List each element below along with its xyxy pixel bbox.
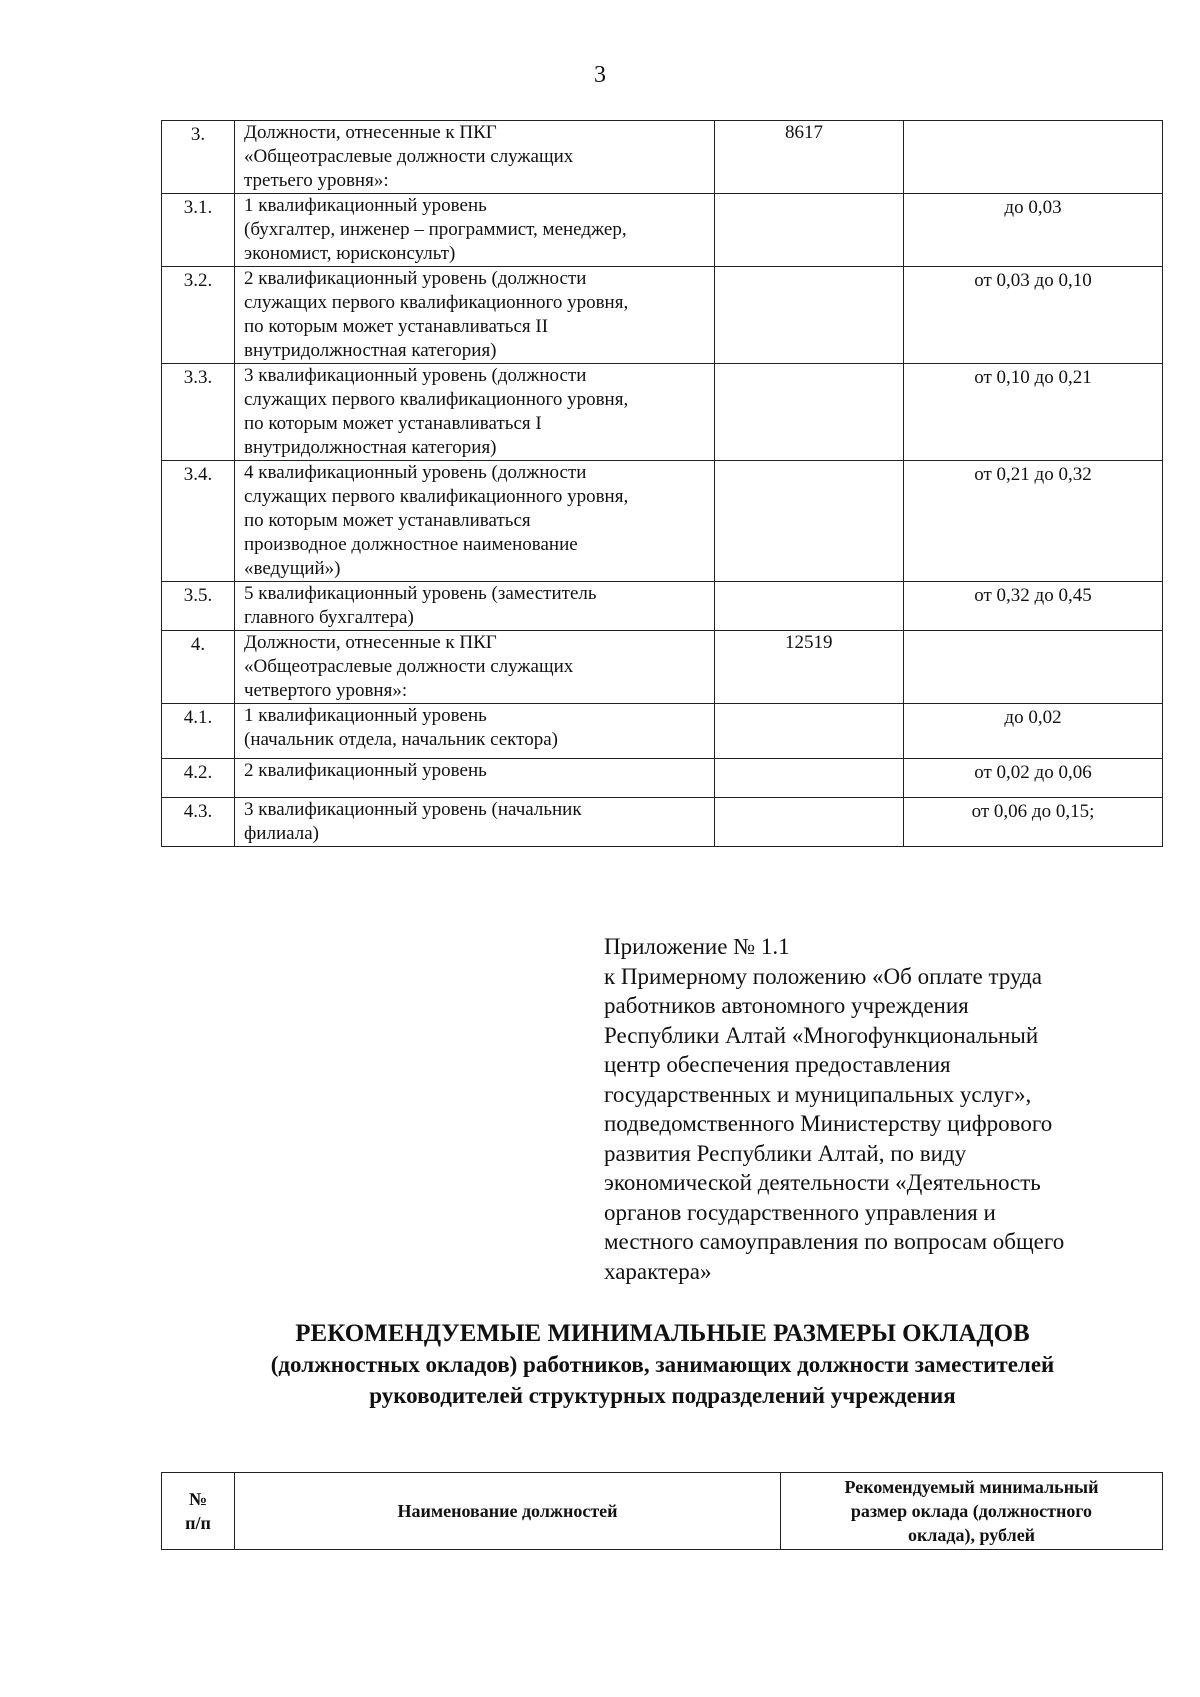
- table-row: [162, 798, 1163, 847]
- position-name-line: служащих первого квалификационного уровня,: [244, 486, 629, 507]
- position-name-line: 2 квалификационный уровень: [244, 760, 487, 781]
- appendix-line: экономической деятельности «Деятельность: [604, 1170, 1041, 1195]
- coefficient: от 0,02 до 0,06: [904, 759, 1163, 798]
- table-row: [162, 194, 1163, 267]
- position-name-line: по которым может устанавливаться II: [244, 316, 549, 337]
- table-header-row: [162, 1473, 1163, 1550]
- row-number: 3.1.: [162, 194, 235, 267]
- position-name-line: по которым может устанавливаться I: [244, 413, 542, 434]
- position-name: [235, 582, 715, 631]
- appendix-line: характера»: [604, 1258, 712, 1284]
- base-salary: [715, 582, 904, 631]
- position-name-line: филиала): [244, 823, 319, 844]
- table-row: [162, 704, 1163, 759]
- table-row: [162, 121, 1163, 194]
- position-name-line: 3 квалификационный уровень (начальник: [244, 799, 582, 820]
- base-salary: [715, 194, 904, 267]
- position-name: [235, 631, 715, 704]
- appendix-line: центр обеспечения предоставления: [604, 1052, 951, 1077]
- base-salary: [715, 759, 904, 798]
- coefficient: от 0,32 до 0,45: [904, 582, 1163, 631]
- position-name: [235, 759, 715, 798]
- page-number: 3: [594, 62, 606, 88]
- position-name-line: Должности, отнесенные к ПКГ: [244, 122, 497, 143]
- position-name-line: 5 квалификационный уровень (заместитель: [244, 583, 597, 604]
- appendix-line: работников автономного учреждения: [604, 993, 969, 1018]
- row-number: 4.2.: [162, 759, 235, 798]
- position-name-line: внутридолжностная категория): [244, 340, 497, 361]
- header-name: Наименование должностей: [235, 1473, 781, 1550]
- row-number: 4.: [162, 631, 235, 704]
- coefficient: до 0,03: [904, 194, 1163, 267]
- position-name-line: 4 квалификационный уровень (должности: [244, 462, 587, 483]
- coefficient: [904, 631, 1163, 704]
- position-name-line: (бухгалтер, инженер – программист, менеджер,: [244, 219, 627, 240]
- position-name-line: (начальник отдела, начальник сектора): [244, 729, 558, 750]
- header-num-line: п/п: [185, 1513, 211, 1533]
- position-name: [235, 704, 715, 759]
- position-name: [235, 267, 715, 364]
- position-name-line: 1 квалификационный уровень: [244, 705, 487, 726]
- header-salary: [781, 1473, 1163, 1550]
- position-name-line: третьего уровня»:: [244, 170, 389, 191]
- row-number: 3.5.: [162, 582, 235, 631]
- coefficient: до 0,02: [904, 704, 1163, 759]
- salary-coefficient-table: [161, 120, 1163, 847]
- position-name-line: главного бухгалтера): [244, 607, 414, 628]
- appendix-line: Приложение № 1.1: [604, 934, 790, 959]
- appendix-line: Республики Алтай «Многофункциональный: [604, 1022, 1039, 1048]
- row-number: 3.: [162, 121, 235, 194]
- appendix-line: к Примерному положению «Об оплате труда: [604, 963, 1042, 989]
- appendix-line: местного самоуправления по вопросам общего: [604, 1229, 1065, 1254]
- header-salary-line: Рекомендуемый минимальный: [844, 1477, 1099, 1497]
- position-name: [235, 364, 715, 461]
- title-line-3: руководителей структурных подразделений учреждения: [369, 1383, 956, 1408]
- row-number: 3.4.: [162, 461, 235, 582]
- minimum-salary-table: [161, 1472, 1163, 1550]
- appendix-line: развития Республики Алтай, по виду: [604, 1140, 967, 1166]
- coefficient: от 0,10 до 0,21: [904, 364, 1163, 461]
- appendix-line: подведомственного Министерству цифрового: [604, 1111, 1053, 1136]
- table-row: [162, 631, 1163, 704]
- position-name-line: «Общеотраслевые должности служащих: [244, 146, 574, 167]
- appendix-note: [604, 932, 1164, 1286]
- base-salary: [715, 704, 904, 759]
- row-number: 4.1.: [162, 704, 235, 759]
- header-salary-line: оклада), рублей: [907, 1525, 1036, 1545]
- position-name-line: 1 квалификационный уровень: [244, 195, 487, 216]
- position-name-line: 2 квалификационный уровень (должности: [244, 268, 587, 289]
- position-name-line: четвертого уровня»:: [244, 680, 408, 701]
- position-name-line: «ведущий»): [244, 558, 341, 579]
- base-salary: [715, 798, 904, 847]
- position-name-line: «Общеотраслевые должности служащих: [244, 656, 574, 677]
- coefficient: [904, 121, 1163, 194]
- title-line-2: (должностных окладов) работников, занимающих должности заместителей: [270, 1352, 1055, 1377]
- table-row: [162, 759, 1163, 798]
- position-name: [235, 461, 715, 582]
- table-row: [162, 461, 1163, 582]
- header-salary-line: размер оклада (должностного: [850, 1501, 1093, 1521]
- header-num-line: №: [188, 1489, 208, 1509]
- coefficient: от 0,21 до 0,32: [904, 461, 1163, 582]
- table-row: [162, 267, 1163, 364]
- appendix-line: государственных и муниципальных услуг»,: [604, 1081, 1032, 1107]
- row-number: 3.3.: [162, 364, 235, 461]
- row-number: 4.3.: [162, 798, 235, 847]
- position-name: [235, 798, 715, 847]
- table-row: [162, 582, 1163, 631]
- position-name-line: экономист, юрисконсульт): [244, 243, 456, 264]
- coefficient: от 0,06 до 0,15;: [904, 798, 1163, 847]
- header-num: [162, 1473, 235, 1550]
- title-line-1: РЕКОМЕНДУЕМЫЕ МИНИМАЛЬНЫЕ РАЗМЕРЫ ОКЛАДОВ: [295, 1320, 1030, 1347]
- position-name: [235, 194, 715, 267]
- position-name-line: служащих первого квалификационного уровня,: [244, 389, 629, 410]
- row-number: 3.2.: [162, 267, 235, 364]
- table-row: [162, 364, 1163, 461]
- position-name-line: служащих первого квалификационного уровня,: [244, 292, 629, 313]
- appendix-line: органов государственного управления и: [604, 1199, 996, 1225]
- position-name-line: 3 квалификационный уровень (должности: [244, 365, 587, 386]
- position-name-line: внутридолжностная категория): [244, 437, 497, 458]
- position-name-line: по которым может устанавливаться: [244, 510, 531, 531]
- base-salary: [715, 364, 904, 461]
- base-salary: 8617: [715, 121, 904, 194]
- position-name: [235, 121, 715, 194]
- coefficient: от 0,03 до 0,10: [904, 267, 1163, 364]
- base-salary: [715, 267, 904, 364]
- position-name-line: Должности, отнесенные к ПКГ: [244, 632, 497, 653]
- position-name-line: производное должностное наименование: [244, 534, 578, 555]
- base-salary: 12519: [715, 631, 904, 704]
- base-salary: [715, 461, 904, 582]
- document-title: [0, 1318, 1200, 1411]
